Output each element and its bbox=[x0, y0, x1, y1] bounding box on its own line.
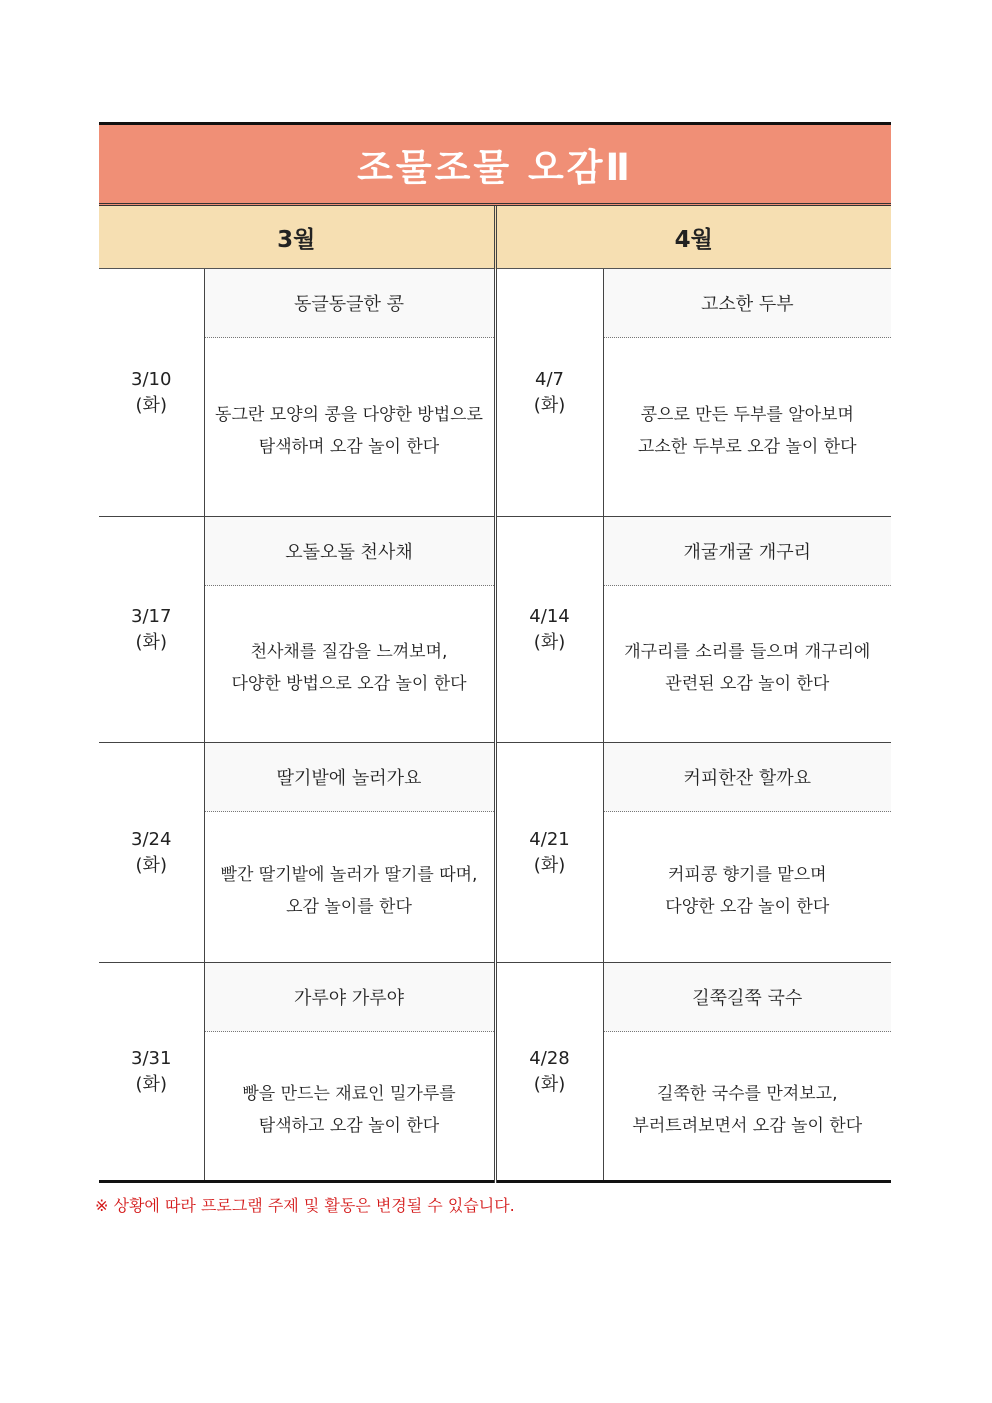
description-cell bbox=[603, 812, 891, 963]
month-march: 3월 bbox=[99, 206, 495, 269]
schedule-row bbox=[99, 963, 891, 1032]
day-text: (화) bbox=[533, 854, 566, 876]
description-line: 오감 놀이를 한다 bbox=[286, 897, 412, 917]
day-text: (화) bbox=[533, 1073, 566, 1095]
description-line: 고소한 두부로 오감 놀이 한다 bbox=[637, 437, 857, 457]
date-cell-april bbox=[495, 743, 603, 963]
description-line: 부러트려보면서 오감 놀이 한다 bbox=[632, 1116, 863, 1136]
description-cell bbox=[603, 1032, 891, 1182]
description-cell bbox=[204, 1032, 495, 1182]
month-april: 4월 bbox=[495, 206, 891, 269]
month-header-row bbox=[99, 206, 891, 269]
date-cell-march bbox=[99, 517, 204, 743]
date-cell-march bbox=[99, 963, 204, 1182]
description-line: 동그란 모양의 콩을 다양한 방법으로 bbox=[215, 405, 483, 425]
topic-cell: 고소한 두부 bbox=[603, 269, 891, 338]
footnote: ※ 상황에 따라 프로그램 주제 및 활동은 변경될 수 있습니다. bbox=[95, 1196, 515, 1215]
description-line: 개구리를 소리를 들으며 개구리에 bbox=[624, 642, 871, 662]
description-line: 빵을 만드는 재료인 밀가루를 bbox=[242, 1084, 456, 1104]
date-text: 3/24 bbox=[131, 828, 172, 850]
day-text: (화) bbox=[135, 631, 167, 653]
date-text: 3/17 bbox=[131, 605, 172, 627]
description-cell bbox=[204, 586, 495, 743]
date-cell-april bbox=[495, 269, 603, 517]
day-text: (화) bbox=[135, 854, 167, 876]
schedule-row bbox=[99, 269, 891, 338]
page-title: 조물조물 오감Ⅱ bbox=[99, 122, 891, 206]
description-cell bbox=[603, 586, 891, 743]
program-table bbox=[99, 122, 891, 1183]
topic-cell: 커피한잔 할까요 bbox=[603, 743, 891, 812]
day-text: (화) bbox=[135, 1073, 167, 1095]
schedule-table bbox=[99, 206, 891, 1183]
description-line: 길쭉한 국수를 만져보고, bbox=[657, 1084, 838, 1104]
topic-cell: 가루야 가루야 bbox=[204, 963, 495, 1032]
day-text: (화) bbox=[533, 394, 566, 416]
date-cell-march bbox=[99, 743, 204, 963]
description-cell bbox=[603, 338, 891, 517]
day-text: (화) bbox=[135, 394, 167, 416]
date-text: 3/31 bbox=[131, 1047, 172, 1069]
date-text: 4/21 bbox=[529, 828, 570, 850]
date-text: 3/10 bbox=[131, 368, 172, 390]
description-cell bbox=[204, 338, 495, 517]
date-text: 4/14 bbox=[529, 605, 570, 627]
topic-cell: 동글동글한 콩 bbox=[204, 269, 495, 338]
topic-cell: 딸기밭에 놀러가요 bbox=[204, 743, 495, 812]
topic-cell: 길쭉길쭉 국수 bbox=[603, 963, 891, 1032]
description-line: 천사채를 질감을 느껴보며, bbox=[250, 642, 448, 662]
description-line: 콩으로 만든 두부를 알아보며 bbox=[640, 405, 854, 425]
description-line: 관련된 오감 놀이 한다 bbox=[665, 674, 830, 694]
date-cell-april bbox=[495, 517, 603, 743]
schedule-row bbox=[99, 517, 891, 586]
description-line: 다양한 방법으로 오감 놀이 한다 bbox=[231, 674, 467, 694]
description-line: 탐색하고 오감 놀이 한다 bbox=[258, 1116, 440, 1136]
date-cell-march bbox=[99, 269, 204, 517]
topic-cell: 오돌오돌 천사채 bbox=[204, 517, 495, 586]
date-cell-april bbox=[495, 963, 603, 1182]
day-text: (화) bbox=[533, 631, 566, 653]
description-line: 다양한 오감 놀이 한다 bbox=[665, 897, 830, 917]
date-text: 4/7 bbox=[535, 368, 564, 390]
topic-cell: 개굴개굴 개구리 bbox=[603, 517, 891, 586]
description-line: 빨간 딸기밭에 놀러가 딸기를 따며, bbox=[220, 865, 478, 885]
description-line: 커피콩 향기를 맡으며 bbox=[667, 865, 827, 885]
description-line: 탐색하며 오감 놀이 한다 bbox=[258, 437, 440, 457]
date-text: 4/28 bbox=[529, 1047, 570, 1069]
description-cell bbox=[204, 812, 495, 963]
schedule-row bbox=[99, 743, 891, 812]
